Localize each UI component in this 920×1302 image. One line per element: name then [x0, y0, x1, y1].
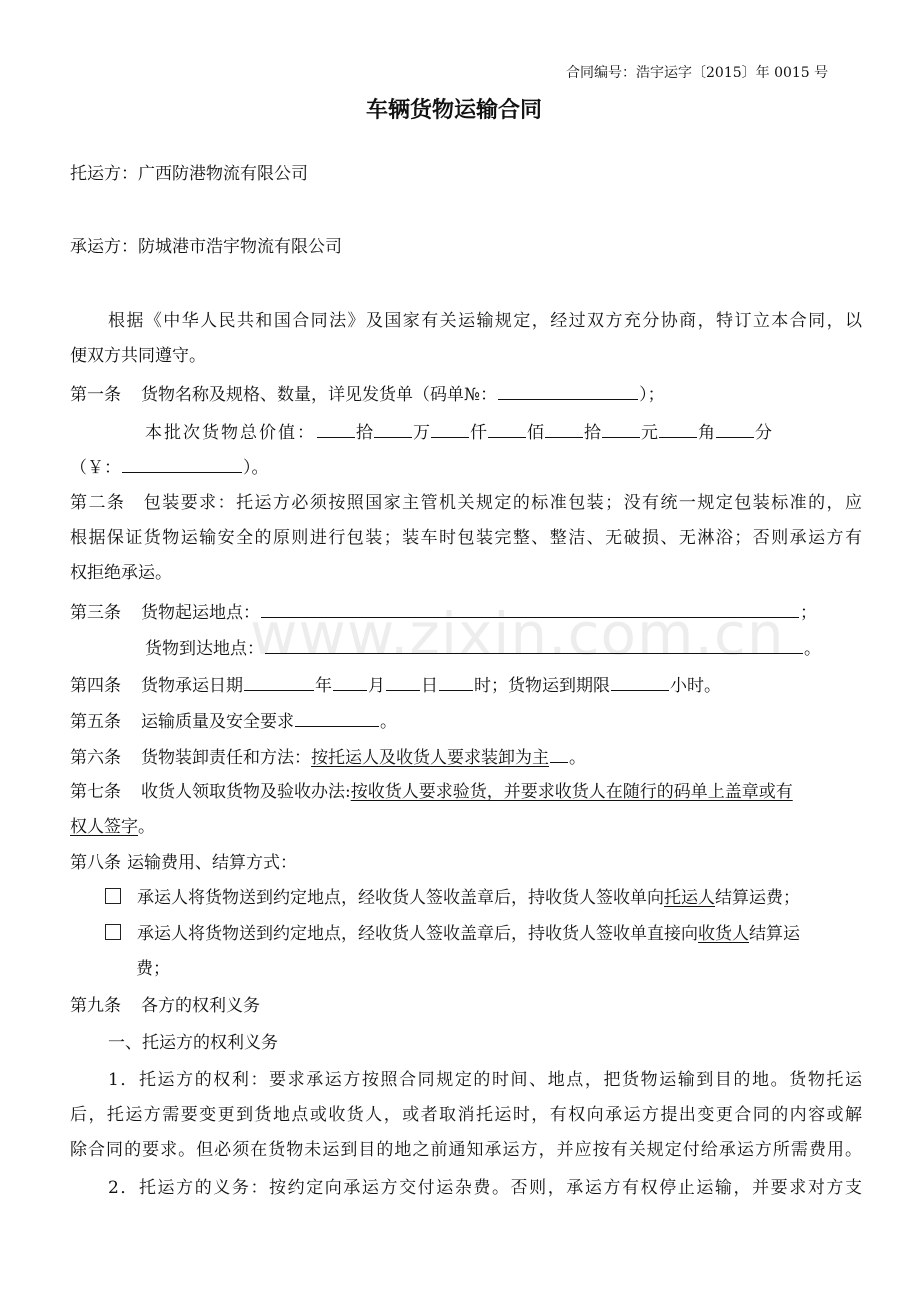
origin-blank[interactable]	[261, 600, 799, 618]
article-1-text: 货物名称及规格、数量，详见发货单（码单№：	[141, 385, 498, 405]
article-1-label: 第一条	[70, 385, 121, 405]
option-1-checkbox[interactable]	[105, 888, 121, 904]
waybill-number-blank[interactable]	[498, 382, 638, 400]
watermark: www.zixin.com.cn	[250, 600, 785, 668]
value-blank[interactable]	[716, 420, 754, 438]
value-blank[interactable]	[488, 420, 526, 438]
value-blank[interactable]	[374, 420, 412, 438]
value-blank[interactable]	[602, 420, 640, 438]
article-8: 第八条 运输费用、结算方式：	[70, 853, 297, 873]
article-2-line-1: 第二条 包装要求：托运方必须按照国家主管机关规定的标准包装；没有统一规定包装标准的，应	[70, 493, 862, 513]
settlement-option-2-cont: 费；	[136, 959, 170, 979]
article-5: 第五条 运输质量及安全要求 。	[70, 709, 397, 733]
para-1-line-1: 1．托运方的权利：要求承运方按照合同规定的时间、地点，把货物运输到目的地。货物托运	[108, 1070, 862, 1090]
destination-blank[interactable]	[265, 636, 803, 654]
value-blank[interactable]	[659, 420, 697, 438]
yen-amount-blank[interactable]	[122, 455, 242, 473]
article-6: 第六条 货物装卸责任和方法：按托运人及收货人要求装卸为主 。	[70, 745, 586, 769]
article-3-origin: 第三条 货物起运地点： ；	[70, 600, 817, 624]
year-blank[interactable]	[244, 673, 314, 691]
preamble-line-2: 便双方共同遵守。	[70, 346, 206, 366]
article-1: 第一条 货物名称及规格、数量，详见发货单（码单№： ）；	[70, 382, 665, 406]
article-7-line-2: 权人签字。	[70, 817, 155, 837]
article-1-value: 本批次货物总价值： 拾 万 仟 佰 拾 元 角 分	[145, 420, 772, 444]
shipper-line: 托运方：广西防港物流有限公司	[70, 164, 308, 184]
value-blank[interactable]	[545, 420, 583, 438]
settlement-option-1: 承运人将货物送到约定地点，经收货人签收盖章后，持收货人签收单向托运人结算运费；	[105, 887, 800, 909]
hour-blank[interactable]	[439, 673, 473, 691]
article-3-destination: 货物到达地点： 。	[145, 636, 821, 660]
article-2-line-2: 根据保证货物运输安全的原则进行包装；装车时包装完整、整洁、无破损、无淋浴；否则承运方有	[70, 528, 862, 548]
article-9: 第九条 各方的权利义务	[70, 996, 260, 1016]
day-blank[interactable]	[386, 673, 420, 691]
option-2-checkbox[interactable]	[105, 924, 121, 940]
settlement-option-2: 承运人将货物送到约定地点，经收货人签收盖章后，持收货人签收单直接向收货人结算运	[105, 923, 800, 945]
preamble-line-1: 根据《中华人民共和国合同法》及国家有关运输规定，经过双方充分协商，特订立本合同，以	[108, 311, 862, 331]
delivery-limit-blank[interactable]	[611, 673, 669, 691]
article-4: 第四条 货物承运日期 年 月 日 时；货物运到期限 小时。	[70, 673, 721, 697]
loading-method: 按托运人及收货人要求装卸为主	[311, 748, 549, 768]
contract-number: 合同编号：浩宇运字〔2015〕年 0015 号	[566, 65, 829, 81]
para-2-line-1: 2．托运方的义务：按约定向承运方交付运杂费。否则，承运方有权停止运输，并要求对方支	[108, 1178, 862, 1198]
section-1-heading: 一、托运方的权利义务	[108, 1033, 278, 1053]
month-blank[interactable]	[333, 673, 367, 691]
article-7: 第七条 收货人领取货物及验收办法:按收货人要求验货，并要求收货人在随行的码单上盖章或有	[70, 782, 793, 802]
para-1-line-3: 除合同的要求。但必须在货物未运到目的地之前通知承运方，并应按有关规定付给承运方所需费用。	[70, 1140, 862, 1160]
article-2-line-3: 权拒绝承运。	[70, 563, 172, 583]
value-blank[interactable]	[431, 420, 469, 438]
document-title: 车辆货物运输合同	[366, 98, 543, 123]
article-1-yen: （￥： ）。	[70, 455, 269, 479]
total-value-label: 本批次货物总价值：	[145, 423, 316, 443]
value-blank[interactable]	[317, 420, 355, 438]
carrier-line: 承运方：防城港市浩宇物流有限公司	[70, 237, 342, 257]
para-1-line-2: 后，托运方需要变更到货地点或收货人，或者取消托运时，有权向承运方提出变更合同的内容或解	[70, 1105, 862, 1125]
acceptance-method: 按收货人要求验货，并要求收货人在随行的码单上盖章或有	[350, 782, 793, 802]
quality-blank[interactable]	[295, 709, 379, 727]
